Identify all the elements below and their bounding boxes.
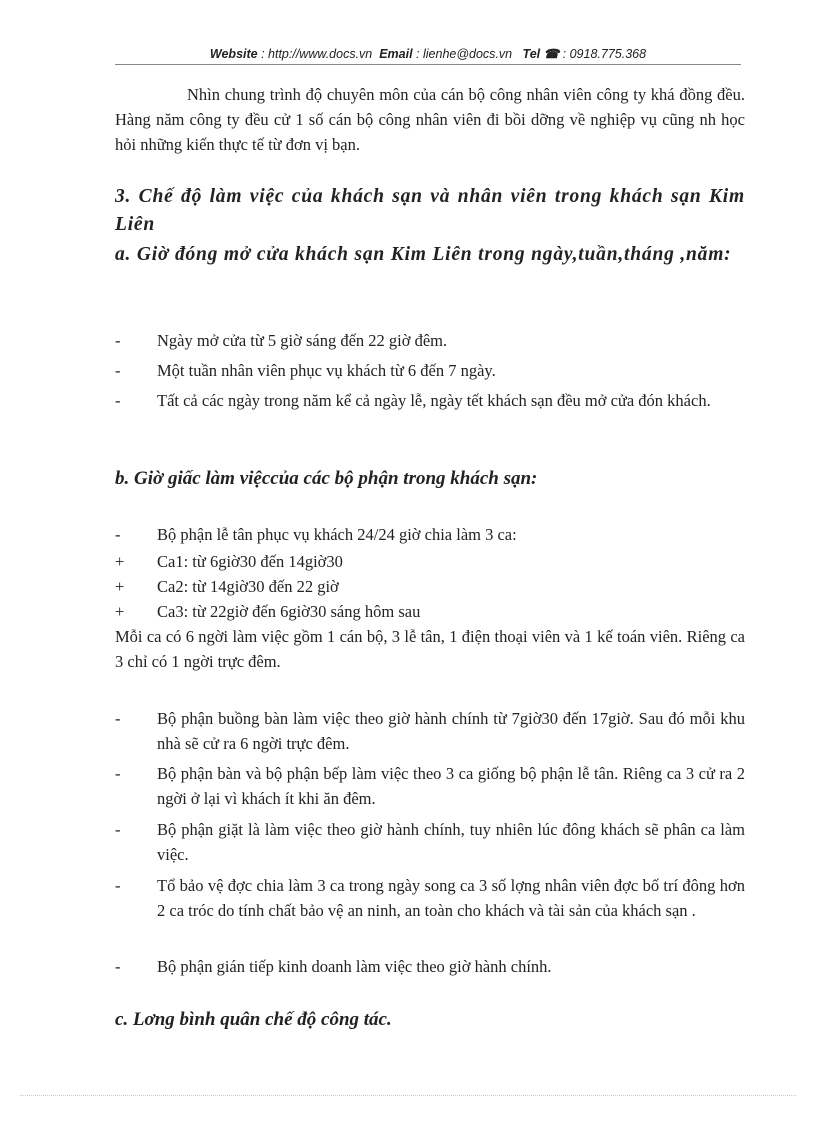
list-item-text: Bộ phận gián tiếp kinh doanh làm việc theo giờ hành chính. bbox=[157, 957, 552, 976]
list-marker: - bbox=[115, 876, 121, 895]
list-item bbox=[115, 522, 745, 547]
section-3-heading: 3. Chế độ làm việc của khách sạn và nhân viên trong khách sạn Kim Liên bbox=[115, 186, 745, 235]
website-value[interactable]: : http://www.docs.vn bbox=[257, 47, 373, 61]
list-marker: - bbox=[115, 709, 121, 728]
list-item-text: Bộ phận lễ tân phục vụ khách 24/24 giờ chia làm 3 ca: bbox=[157, 525, 517, 544]
list-item-text: Tổ bảo vệ đợc chia làm 3 ca trong ngày song ca 3 số lợng nhân viên đợc bố trí đông hơn 2 ca tróc do tính chất bảo vệ an ninh, an toàn cho khách và tài sản của khách sạn . bbox=[157, 876, 745, 920]
list-item bbox=[115, 817, 745, 867]
list-item-text: Bộ phận giặt là làm việc theo giờ hành chính, tuy nhiên lúc đông khách sẽ phân ca làm việc. bbox=[157, 820, 745, 864]
email-label: Email bbox=[379, 47, 413, 61]
list-item-text: Tất cả các ngày trong năm kể cả ngày lễ, ngày tết khách sạn đều mở cửa đón khách. bbox=[157, 391, 711, 410]
list-item-text: Bộ phận bàn và bộ phận bếp làm việc theo 3 ca giống bộ phận lễ tân. Riêng ca 3 cử ra 2 ngời ở lại vì khách ít khi ăn đêm. bbox=[157, 764, 745, 808]
list-item bbox=[115, 873, 745, 923]
website-label: Website bbox=[209, 47, 258, 61]
shift-note-paragraph: Mỗi ca có 6 ngời làm việc gồm 1 cán bộ, 3 lễ tân, 1 điện thoại viên và 1 kế toán viên. Riêng ca 3 chỉ có 1 ngời trực đêm. bbox=[115, 627, 745, 671]
list-marker: - bbox=[115, 957, 121, 976]
list-item-text: Một tuần nhân viên phục vụ khách từ 6 đến 7 ngày. bbox=[157, 361, 496, 380]
intro-paragraph: Nhìn chung trình độ chuyên môn của cán bộ công nhân viên công ty khá đồng đều. Hàng năm công ty đều cử 1 số cán bộ công nhân viên đi bồi dỡng về nghiệp vụ cũng nh học hỏi những kiến thực tế từ đơn vị bạn. bbox=[115, 85, 745, 154]
list-item-text: Bộ phận buồng bàn làm việc theo giờ hành chính từ 7giờ30 đến 17giờ. Sau đó mỗi khu nhà sẽ cử ra 6 ngời trực đêm. bbox=[157, 709, 745, 753]
list-item-text: Ca1: từ 6giờ30 đến 14giờ30 bbox=[157, 552, 343, 571]
list-marker: - bbox=[115, 391, 121, 410]
tel-label: Tel ☎ bbox=[522, 47, 560, 61]
list-item bbox=[115, 599, 745, 624]
list-marker: + bbox=[115, 577, 125, 596]
subsection-b-heading: b. Giờ giấc làm việccủa các bộ phận trong khách sạn: bbox=[115, 468, 538, 489]
list-item bbox=[115, 954, 745, 979]
list-item bbox=[115, 761, 745, 811]
list-item bbox=[115, 388, 745, 413]
list-item bbox=[115, 574, 745, 599]
list-marker: + bbox=[115, 552, 125, 571]
list-item bbox=[115, 328, 745, 353]
header-divider bbox=[115, 64, 741, 65]
list-item bbox=[115, 706, 745, 756]
page-header bbox=[115, 46, 741, 61]
tel-value: : 0918.775.368 bbox=[559, 47, 647, 61]
list-item bbox=[115, 549, 745, 574]
subsection-a-heading: a. Giờ đóng mở cửa khách sạn Kim Liên trong ngày,tuần,tháng ,năm: bbox=[115, 244, 732, 265]
list-marker: - bbox=[115, 764, 121, 783]
email-value[interactable]: : lienhe@docs.vn bbox=[412, 47, 513, 61]
list-item bbox=[115, 358, 745, 383]
list-item-text: Ca3: từ 22giờ đến 6giờ30 sáng hôm sau bbox=[157, 602, 421, 621]
list-marker: - bbox=[115, 525, 121, 544]
list-marker: - bbox=[115, 820, 121, 839]
list-item-text: Ngày mở cửa từ 5 giờ sáng đến 22 giờ đêm. bbox=[157, 331, 448, 350]
list-item-text: Ca2: từ 14giờ30 đến 22 giờ bbox=[157, 577, 339, 596]
list-marker: - bbox=[115, 361, 121, 380]
subsection-c-heading: c. Lơng bình quân chế độ công tác. bbox=[115, 1009, 392, 1030]
footer-divider bbox=[20, 1095, 796, 1096]
list-marker: + bbox=[115, 602, 125, 621]
list-marker: - bbox=[115, 331, 121, 350]
